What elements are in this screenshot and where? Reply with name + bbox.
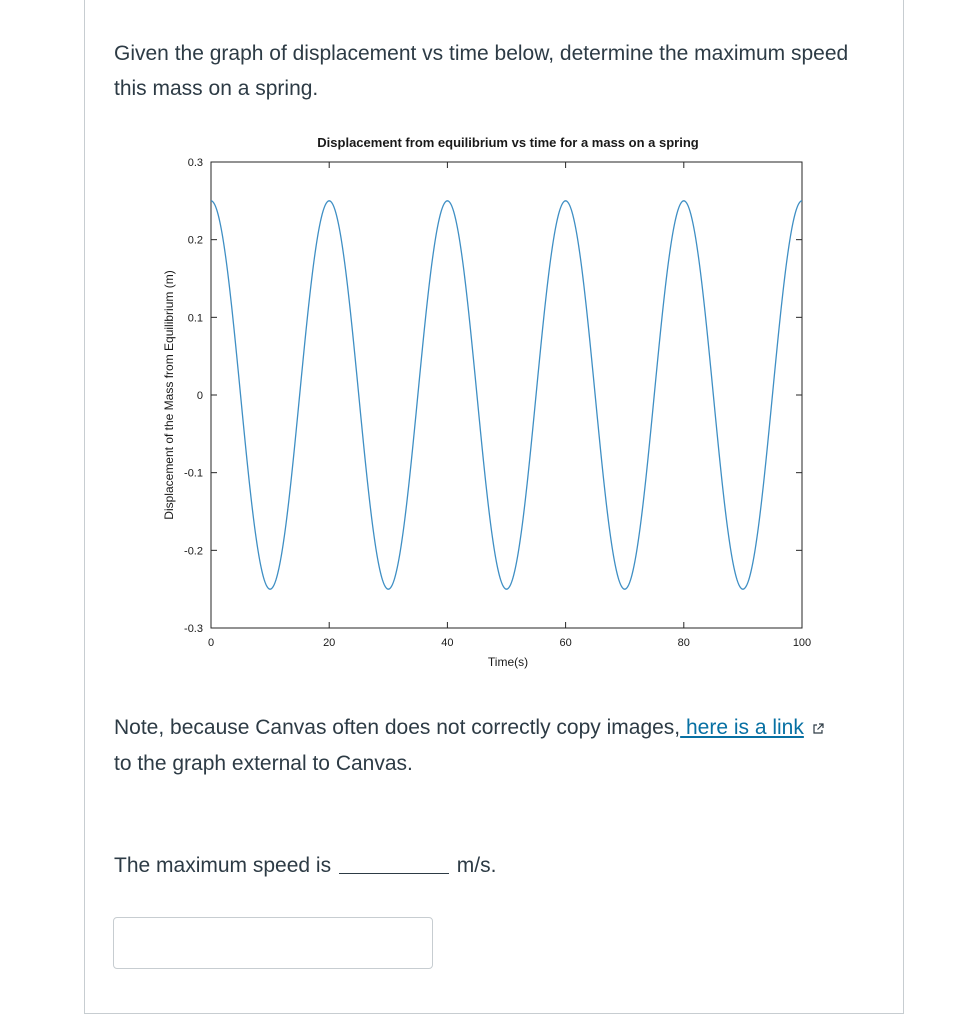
answer-prompt [114,848,496,883]
note-suffix: to the graph external to Canvas. [114,752,413,775]
x-tick-label: 40 [441,637,454,649]
external-link-icon [812,711,824,746]
note-prefix: Note, because Canvas often does not correctly copy images, [114,716,681,739]
answer-blank [339,851,449,874]
note-text [114,710,874,781]
series-line-displacement [211,201,802,589]
displacement-chart [150,128,850,688]
y-tick-label: 0.1 [187,312,203,325]
y-tick-label: 0.3 [187,157,203,169]
x-tick-label: 80 [677,637,690,649]
x-tick-label: 20 [323,637,336,649]
x-axis-label: Time(s) [487,655,529,669]
question-text: Given the graph of displacement vs time below, determine the maximum speed this mass on a spring. [114,42,849,100]
chart-title: Displacement from equilibrium vs time for a mass on a spring [317,135,699,150]
y-axis-label: Displacement of the Mass from Equilibrium (m) [162,270,176,520]
answer-suffix: m/s. [456,854,497,877]
y-tick-label: 0.2 [187,234,203,247]
x-tick-label: 0 [207,637,215,649]
x-tick-label: 100 [792,637,812,649]
chart-svg [150,128,850,688]
y-tick-label: -0.2 [184,545,203,558]
external-graph-link[interactable]: here is a link [680,716,804,739]
x-tick-label: 60 [559,637,572,649]
y-tick-label: -0.3 [184,623,203,635]
answer-prefix: The maximum speed is [114,854,332,877]
y-tick-label: -0.1 [184,467,203,480]
y-tick-label: 0 [196,390,203,402]
answer-input[interactable] [113,917,433,969]
